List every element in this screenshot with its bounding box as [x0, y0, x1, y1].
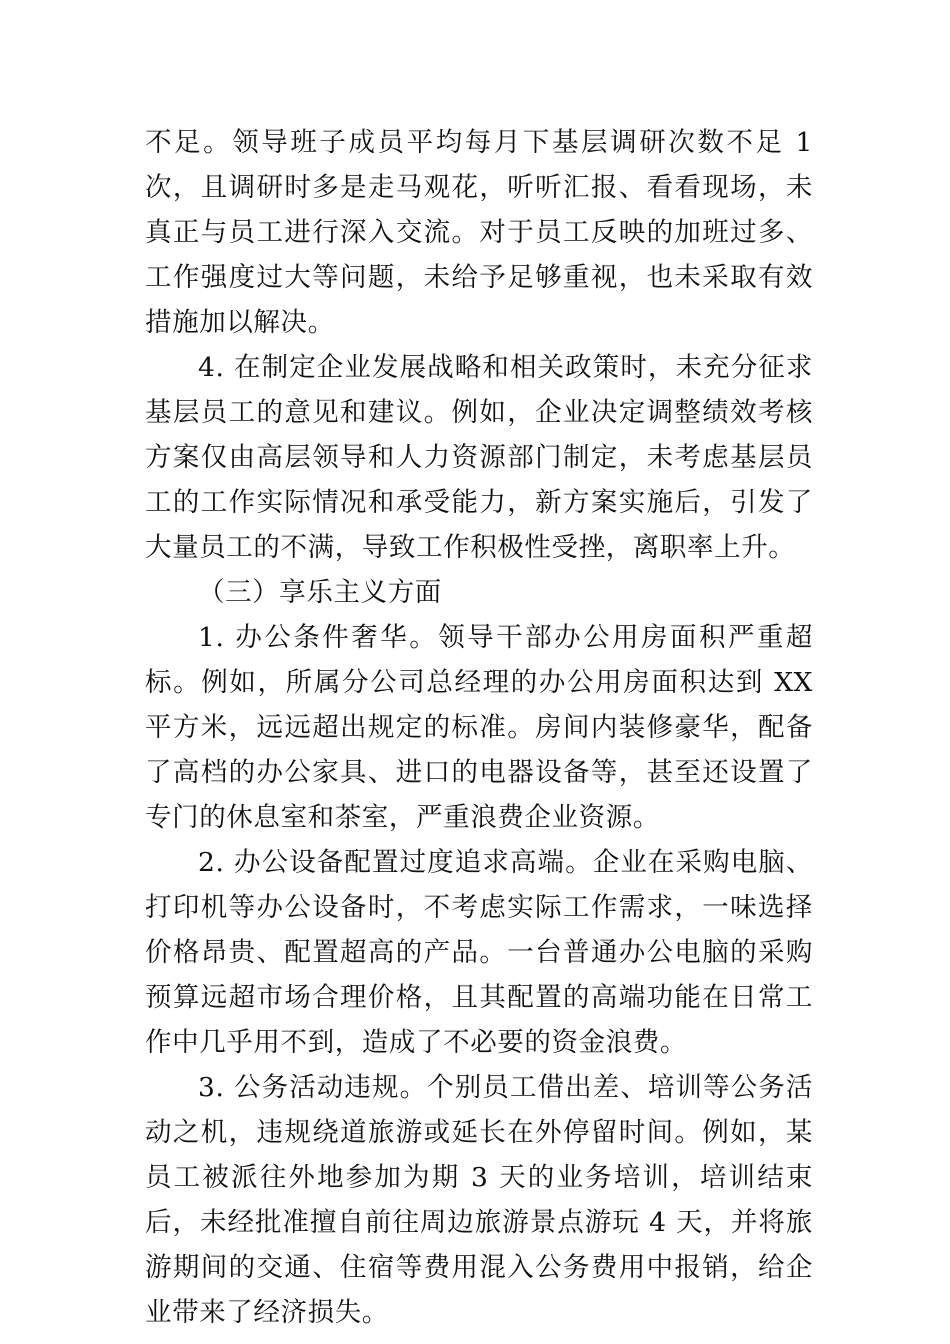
paragraph-item-1-office-conditions: 1. 办公条件奢华。领导干部办公用房面积严重超标。例如，所属分公司总经理的办公用房面积达到 XX 平方米，远远超出规定的标准。房间内装修豪华，配备了高档的办公家具、进口的电器设备等，甚至还设置了专门的休息室和茶室，严重浪费企业资源。 — [145, 622, 813, 833]
document-body — [145, 120, 813, 1335]
paragraph-item-4: 4. 在制定企业发展战略和相关政策时，未充分征求基层员工的意见和建议。例如，企业决定调整绩效考核方案仅由高层领导和人力资源部门制定，未考虑基层员工的工作实际情况和承受能力，新方案实施后，引发了大量员工的不满，导致工作积极性受挫，离职率上升。 — [145, 352, 813, 563]
paragraph-continuation: 不足。领导班子成员平均每月下基层调研次数不足 1 次，且调研时多是走马观花，听听汇报、看看现场，未真正与员工进行深入交流。对于员工反映的加班过多、工作强度过大等问题，未给予足够重视，也未采取有效措施加以解决。 — [145, 127, 813, 338]
section-heading-hedonism: （三）享乐主义方面 — [198, 577, 442, 608]
paragraph-item-2-office-equipment: 2. 办公设备配置过度追求高端。企业在采购电脑、打印机等办公设备时，不考虑实际工作需求，一味选择价格昂贵、配置超高的产品。一台普通办公电脑的采购预算远超市场合理价格，且其配置的高端功能在日常工作中几乎用不到，造成了不必要的资金浪费。 — [145, 847, 813, 1058]
paragraph-item-3-official-activities: 3. 公务活动违规。个别员工借出差、培训等公务活动之机，违规绕道旅游或延长在外停留时间。例如，某员工被派往外地参加为期 3 天的业务培训，培训结束后，未经批准擅自前往周边旅游景点游玩 4 天，并将旅游期间的交通、住宿等费用混入公务费用中报销，给企业带来了经济损失。 — [145, 1072, 813, 1328]
